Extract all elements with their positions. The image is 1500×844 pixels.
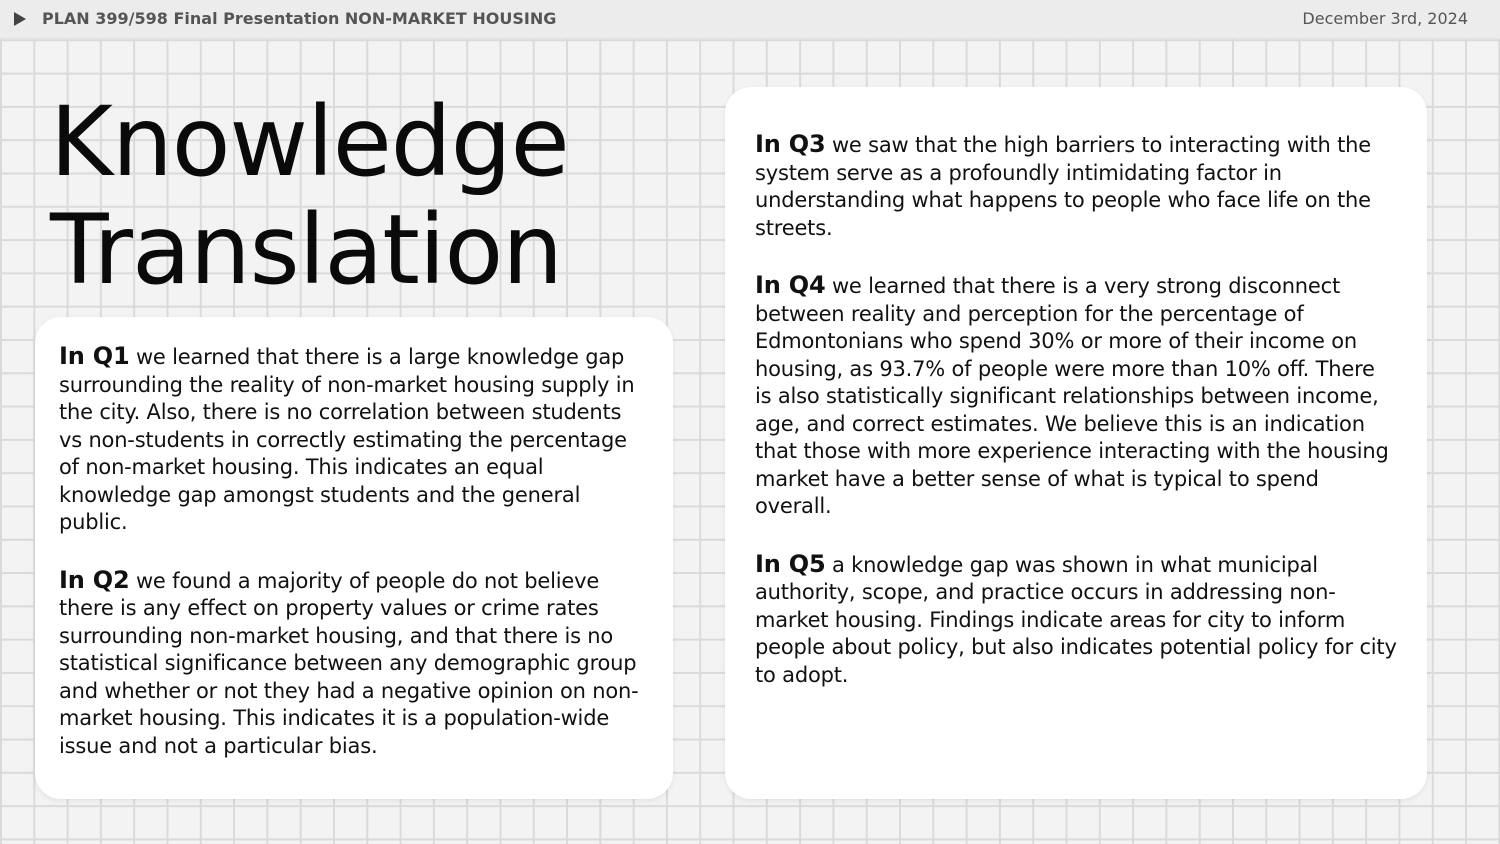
finding-q3 — [755, 131, 1397, 242]
finding-q1-lead: In Q1 — [59, 342, 130, 370]
finding-q2-text: we found a majority of people do not believe there is any effect on property values or crime rates surrounding non-market housing, and that there is no statistical significance between any demographic group and whether or not they had a negative opinion on non-market housing. This indicates it is a population-wide issue and not a particular bias. — [59, 568, 639, 758]
slide-title-line-1: Knowledge — [50, 86, 569, 198]
finding-q4-text: we learned that there is a very strong disconnect between reality and perception for the percentage of Edmontonians who spend 30% or more of their income on housing, as 93.7% of people were more than 10% off. There is also statistically significant relationships between income, age, and correct estimates. We believe this is an indication that those with more experience interacting with the housing market have a better sense of what is typical to spend overall. — [755, 274, 1389, 518]
slide-title — [50, 88, 569, 304]
finding-q2-lead: In Q2 — [59, 565, 130, 594]
finding-q5-text: a knowledge gap was shown in what municipal authority, scope, and practice occurs in addressing non-market housing. Findings indicate areas for city to inform people about policy, but also indicates potential policy for city to adopt. — [755, 552, 1397, 687]
header-bar — [0, 0, 1500, 39]
slide-title-line-2: Translation — [50, 194, 563, 306]
finding-q1-text: we learned that there is a large knowledge gap surrounding the reality of non-market housing supply in the city. Also, there is no correlation between students vs non-students in correctly estimating the percentage of non-market housing. This indicates an equal knowledge gap amongst students and the general public. — [59, 345, 635, 534]
findings-card-right — [725, 87, 1427, 799]
presentation-title: PLAN 399/598 Final Presentation NON-MARKET HOUSING — [42, 9, 557, 28]
finding-q3-lead: In Q3 — [755, 130, 826, 158]
finding-q1 — [59, 343, 649, 537]
finding-q2 — [59, 567, 649, 761]
finding-q5 — [755, 551, 1397, 690]
play-icon[interactable] — [14, 12, 26, 26]
finding-q5-lead: In Q5 — [755, 549, 826, 578]
finding-q3-text: we saw that the high barriers to interacting with the system serve as a profoundly intimidating factor in understanding what happens to people who face life on the streets. — [755, 133, 1371, 240]
finding-q4-lead: In Q4 — [755, 271, 826, 299]
findings-card-left — [35, 317, 673, 799]
finding-q4 — [755, 272, 1397, 521]
presentation-date: December 3rd, 2024 — [1302, 9, 1468, 28]
